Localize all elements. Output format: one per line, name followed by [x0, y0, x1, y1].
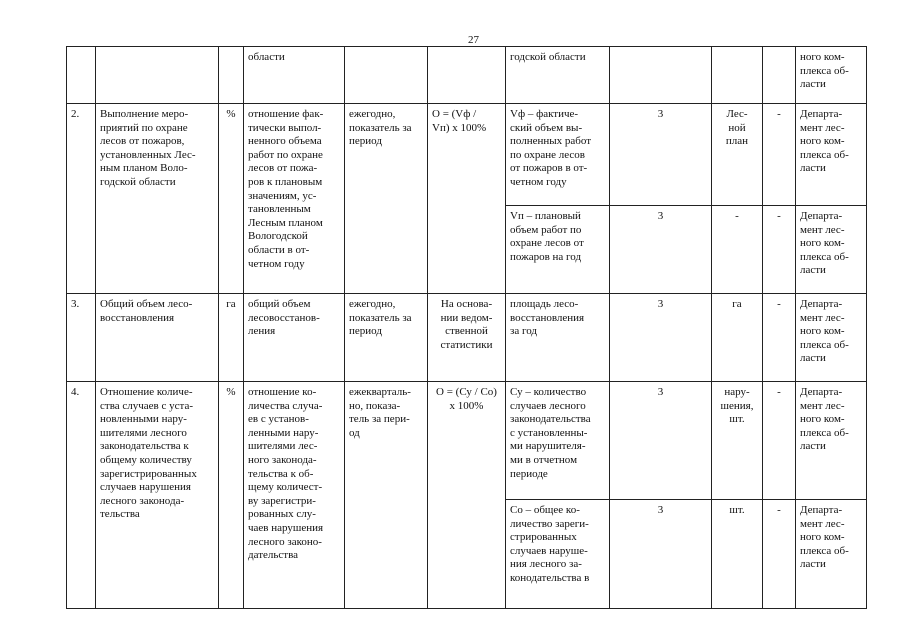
cell-responsible: Департа- мент лес- ного ком- плекса об- ласти [796, 104, 867, 206]
cell-responsible: Департа- мент лес- ного ком- плекса об- ласти [796, 382, 867, 500]
cell-responsible: ного ком- плекса об- ласти [796, 47, 867, 104]
cell-method: 3 [610, 104, 712, 206]
cell-method: 3 [610, 500, 712, 609]
cell-method [610, 47, 712, 104]
cell-responsible: Департа- мент лес- ного ком- плекса об- ласти [796, 500, 867, 609]
cell-unit: % [219, 382, 244, 609]
cell-unit: % [219, 104, 244, 294]
cell-subject: Лес- ной план [712, 104, 763, 206]
cell-periodicity [345, 47, 428, 104]
cell-unit2 [763, 47, 796, 104]
cell-num: 2. [67, 104, 96, 294]
page-number: 27 [468, 34, 479, 46]
cell-method: 3 [610, 294, 712, 382]
cell-responsible: Департа- мент лес- ного ком- плекса об- ласти [796, 294, 867, 382]
indicator-table [66, 46, 867, 609]
cell-periodicity: ежекварталь- но, показа- тель за пери- од [345, 382, 428, 609]
cell-periodicity: ежегодно, показатель за период [345, 104, 428, 294]
cell-formula: О = (Vф / Vп) х 100% [428, 104, 506, 294]
cell-subject: - [712, 206, 763, 294]
cell-definition: отношение фак- тически выпол- ненного объема работ по охране лесов от пожа- ров к плановым значениям, ус- тановленным Лесным планом Вологодской области в от- четном году [244, 104, 345, 294]
cell-basic-indicator: Су – количество случаев лесного законодательства с установленны- ми нарушителя- ми в отчетном периоде [506, 382, 610, 500]
cell-subject: шт. [712, 500, 763, 609]
cell-name: Выполнение меро- приятий по охране лесов от пожаров, установленных Лес- ным планом Воло- годской области [96, 104, 219, 294]
cell-method: 3 [610, 206, 712, 294]
cell-num [67, 47, 96, 104]
cell-unit2: - [763, 104, 796, 206]
cell-subject: га [712, 294, 763, 382]
cell-unit: га [219, 294, 244, 382]
cell-method: 3 [610, 382, 712, 500]
cell-unit2: - [763, 382, 796, 500]
cell-definition: отношение ко- личества случа- ев с установ- ленными нару- шителями лес- ного законода- тельства к об- щему количест- ву зарегистри- рованных слу- чаев нарушения лесного законо- дательства [244, 382, 345, 609]
cell-formula: О = (Су / Со) х 100% [428, 382, 506, 609]
cell-basic-indicator: площадь лесо- восстановления за год [506, 294, 610, 382]
cell-name [96, 47, 219, 104]
table-row [67, 382, 867, 500]
cell-unit [219, 47, 244, 104]
cell-basic-indicator: Vф – фактиче- ский объем вы- полненных работ по охране лесов от пожаров в от- четном году [506, 104, 610, 206]
cell-name: Отношение количе- ства случаев с уста- новленными нару- шителями лесного законодательства к общему количеству зарегистрированных случаев нарушения лесного законода- тельства [96, 382, 219, 609]
continuation-row [67, 47, 867, 104]
cell-unit2: - [763, 500, 796, 609]
cell-definition: области [244, 47, 345, 104]
cell-responsible: Департа- мент лес- ного ком- плекса об- ласти [796, 206, 867, 294]
cell-formula [428, 47, 506, 104]
cell-subject: нару- шения, шт. [712, 382, 763, 500]
cell-num: 3. [67, 294, 96, 382]
cell-basic-indicator: Vп – плановый объем работ по охране лесов от пожаров на год [506, 206, 610, 294]
cell-num: 4. [67, 382, 96, 609]
cell-definition: общий объем лесовосстанов- ления [244, 294, 345, 382]
table-row [67, 294, 867, 382]
cell-basic-indicator: годской области [506, 47, 610, 104]
table-row [67, 104, 867, 206]
cell-unit2: - [763, 294, 796, 382]
cell-name: Общий объем лесо- восстановления [96, 294, 219, 382]
cell-subject [712, 47, 763, 104]
cell-basic-indicator: Со – общее ко- личество зареги- стрированных случаев наруше- ния лесного за- конодательства в [506, 500, 610, 609]
cell-periodicity: ежегодно, показатель за период [345, 294, 428, 382]
cell-unit2: - [763, 206, 796, 294]
cell-formula: На основа- нии ведом- ственной статистики [428, 294, 506, 382]
